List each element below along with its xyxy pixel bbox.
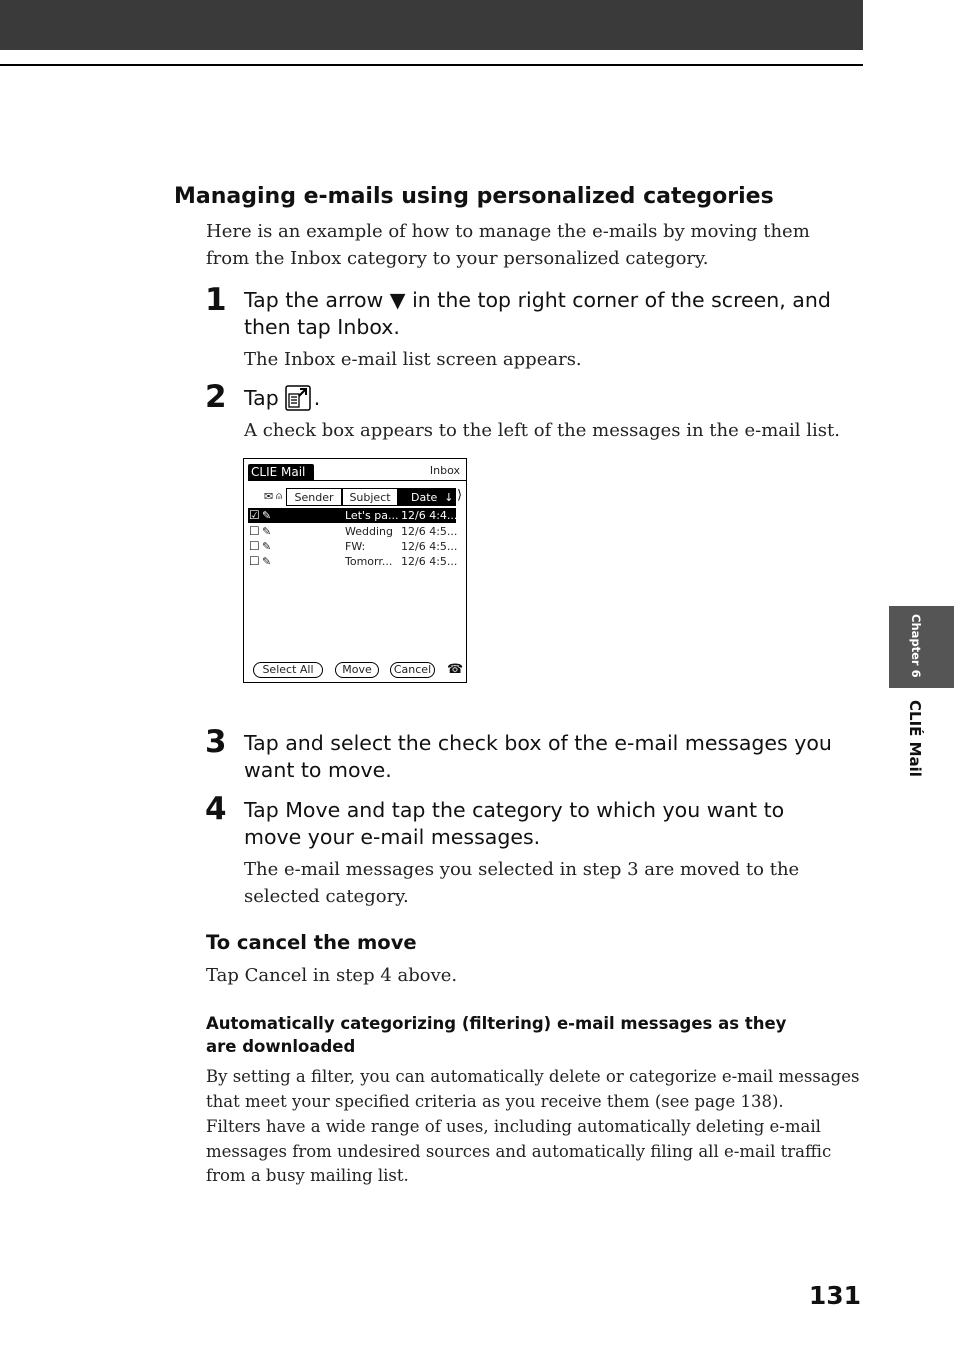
- device-app-title: CLIE Mail: [248, 464, 314, 481]
- paperclip-icon: ⍝: [276, 491, 282, 502]
- device-row-subject: FW:: [345, 540, 366, 553]
- mail-read-icon: ✎: [262, 555, 272, 568]
- device-row-date: 12/6 4:5...: [401, 540, 458, 553]
- phone-icon[interactable]: ☎: [447, 662, 464, 677]
- step-3-number: 3: [205, 724, 227, 760]
- device-mail-row[interactable]: [248, 539, 456, 554]
- step-1-number: 1: [205, 282, 227, 318]
- checkbox-icon[interactable]: ☐: [249, 554, 260, 568]
- step-2-number: 2: [205, 379, 227, 415]
- header-bar: [0, 0, 863, 50]
- device-screenshot: [243, 458, 467, 683]
- move-to-category-icon: [285, 385, 311, 411]
- step-4-note: The e-mail messages you selected in step 3 are moved to the selected category.: [244, 859, 800, 907]
- device-title-rule: [248, 480, 466, 481]
- step-2-text-after: .: [313, 386, 321, 410]
- device-column-date-label: Date: [411, 491, 438, 504]
- page-number: 131: [808, 1281, 861, 1310]
- filter-section-para2: Filters have a wide range of uses, including automatically deleting e-mail messages from undesired sources and automatically filing all e-mail traffic from a busy mailing list.: [206, 1117, 832, 1185]
- step-1-note: The Inbox e-mail list screen appears.: [244, 349, 582, 370]
- device-column-subject[interactable]: Subject: [342, 488, 398, 506]
- mail-read-icon: ✎: [262, 509, 272, 522]
- device-select-all-button[interactable]: Select All: [253, 662, 323, 678]
- device-mail-row[interactable]: [248, 508, 456, 523]
- device-row-subject: Let's pa...: [345, 509, 399, 522]
- sort-arrow-icon: ↓: [440, 491, 454, 504]
- device-row-date: 12/6 4:4...: [401, 509, 458, 522]
- step-1-text: Tap the arrow ▼ in the top right corner of the screen, and then tap Inbox.: [244, 288, 831, 339]
- filter-section-para1: By setting a filter, you can automatically delete or categorize e-mail messages that meet your specified criteria as you receive them (see page 138).: [206, 1067, 860, 1111]
- device-mail-row[interactable]: [248, 524, 456, 539]
- device-row-subject: Tomorr...: [345, 555, 393, 568]
- device-row-date: 12/6 4:5...: [401, 525, 458, 538]
- envelope-icon: ✉: [264, 490, 274, 503]
- checkbox-icon[interactable]: ☐: [249, 524, 260, 538]
- step-2-text-before: Tap: [244, 386, 279, 410]
- device-row-date: 12/6 4:5...: [401, 555, 458, 568]
- scroll-right-icon[interactable]: ⟩: [457, 488, 463, 503]
- step-2-text: [244, 385, 544, 412]
- step-2-note: A check box appears to the left of the messages in the e-mail list.: [244, 420, 840, 441]
- cancel-section-text: Tap Cancel in step 4 above.: [206, 965, 458, 986]
- device-column-sender[interactable]: Sender: [286, 488, 342, 506]
- step-4-number: 4: [205, 791, 227, 827]
- checkbox-checked-icon[interactable]: ☑: [249, 508, 260, 522]
- device-move-button[interactable]: Move: [335, 662, 379, 678]
- device-column-date[interactable]: [398, 488, 456, 506]
- header-rule: [0, 64, 863, 66]
- device-cancel-button[interactable]: Cancel: [390, 662, 435, 678]
- step-3-text: Tap and select the check box of the e-mail messages you want to move.: [244, 731, 832, 782]
- step-4-text: Tap Move and tap the category to which you want to move your e-mail messages.: [244, 798, 785, 849]
- filter-section-title: Automatically categorizing (filtering) e-mail messages as they are downloaded: [206, 1014, 787, 1056]
- device-category-picker[interactable]: Inbox: [429, 464, 460, 477]
- section-intro: Here is an example of how to manage the e-mails by moving them from the Inbox category to your personalized category.: [206, 221, 810, 269]
- device-mail-row[interactable]: [248, 554, 456, 569]
- chapter-label: Chapter 6: [909, 614, 923, 678]
- cancel-section-title: To cancel the move: [206, 931, 417, 954]
- checkbox-icon[interactable]: ☐: [249, 539, 260, 553]
- section-title: Managing e-mails using personalized categories: [174, 184, 774, 209]
- device-row-subject: Wedding: [345, 525, 393, 538]
- mail-read-icon: ✎: [262, 525, 272, 538]
- chapter-title: CLIÉ Mail: [906, 700, 924, 777]
- mail-read-icon: ✎: [262, 540, 272, 553]
